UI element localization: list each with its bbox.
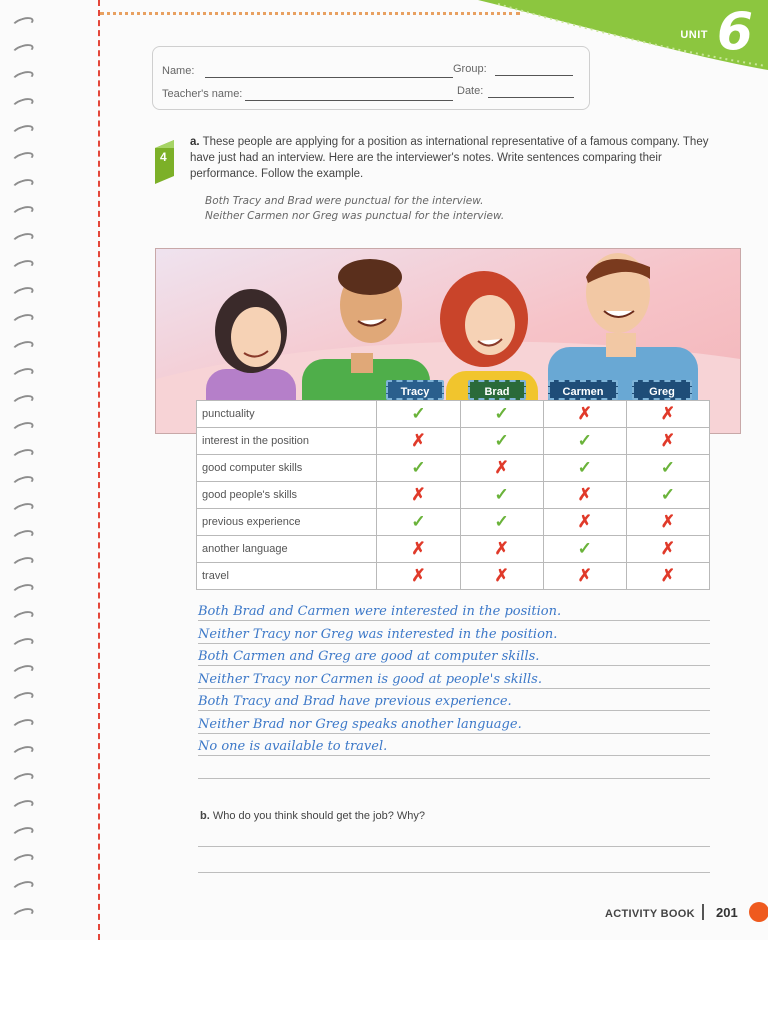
part-b-answer-line[interactable] [198, 872, 710, 873]
criterion-label: good computer skills [197, 455, 377, 482]
cross-mark-icon: ✗ [377, 428, 460, 455]
cross-mark-icon: ✗ [626, 428, 709, 455]
spiral-ring [11, 906, 35, 922]
check-mark-icon: ✓ [460, 401, 543, 428]
spiral-ring [11, 150, 35, 166]
teacher-label: Teacher's name: [162, 88, 243, 100]
cross-mark-icon: ✗ [460, 563, 543, 590]
spiral-ring [11, 555, 35, 571]
spiral-ring [11, 123, 35, 139]
spiral-ring [11, 771, 35, 787]
handwritten-answer: Both Brad and Carmen were interested in the position. [198, 604, 562, 619]
spiral-binding [12, 18, 38, 938]
cross-mark-icon: ✗ [460, 536, 543, 563]
spiral-ring [11, 528, 35, 544]
tag-greg: Greg [632, 380, 692, 400]
page-number: 201 [716, 905, 738, 920]
criterion-label: punctuality [197, 401, 377, 428]
part-b-letter: b. [200, 810, 210, 822]
handwritten-answer: Both Tracy and Brad have previous experience. [198, 694, 512, 709]
spiral-ring [11, 339, 35, 355]
spiral-ring [11, 177, 35, 193]
spiral-ring [11, 663, 35, 679]
spiral-ring [11, 96, 35, 112]
handwritten-answer: Neither Tracy nor Greg was interested in the position. [198, 626, 558, 642]
cross-mark-icon: ✗ [543, 509, 626, 536]
answer-writing-line[interactable] [198, 733, 710, 734]
tag-brad: Brad [468, 380, 526, 400]
example-line: Neither Carmen nor Greg was punctual for the interview. [205, 210, 505, 222]
handwritten-answer: Neither Tracy nor Carmen is good at people's skills. [198, 671, 542, 687]
part-b-answer-line[interactable] [198, 846, 710, 847]
spiral-ring [11, 852, 35, 868]
check-mark-icon: ✓ [377, 509, 460, 536]
cross-mark-icon: ✗ [543, 563, 626, 590]
check-mark-icon: ✓ [543, 428, 626, 455]
answer-writing-line[interactable] [198, 755, 710, 756]
footer-divider [702, 904, 704, 920]
spiral-ring [11, 690, 35, 706]
spiral-ring [11, 474, 35, 490]
criterion-label: interest in the position [197, 428, 377, 455]
cross-mark-icon: ✗ [626, 563, 709, 590]
cross-mark-icon: ✗ [626, 509, 709, 536]
table-row [197, 401, 710, 428]
cross-mark-icon: ✗ [377, 482, 460, 509]
cross-mark-icon: ✗ [460, 455, 543, 482]
handwritten-answer: Both Carmen and Greg are good at computer skills. [198, 649, 540, 664]
cross-mark-icon: ✗ [377, 536, 460, 563]
example-sentences [205, 194, 504, 224]
table-row [197, 455, 710, 482]
spiral-ring [11, 636, 35, 652]
spiral-ring [11, 582, 35, 598]
spiral-ring [11, 258, 35, 274]
cross-mark-icon: ✗ [626, 536, 709, 563]
spiral-ring [11, 447, 35, 463]
spiral-ring [11, 798, 35, 814]
table-row [197, 563, 710, 590]
handwritten-answer: No one is available to travel. [198, 739, 388, 754]
task-number-badge [152, 140, 178, 184]
spiral-ring [11, 42, 35, 58]
spiral-ring [11, 15, 35, 31]
criterion-label: another language [197, 536, 377, 563]
group-field[interactable] [495, 75, 573, 76]
interview-notes-table [196, 400, 710, 590]
spiral-ring [11, 285, 35, 301]
unit-label: UNIT [680, 29, 708, 41]
check-mark-icon: ✓ [460, 482, 543, 509]
spiral-ring [11, 825, 35, 841]
top-dotted-border [100, 12, 520, 15]
example-line: Both Tracy and Brad were punctual for the interview. [205, 195, 484, 207]
spiral-ring [11, 204, 35, 220]
answer-writing-line[interactable] [198, 778, 710, 779]
spiral-ring [11, 69, 35, 85]
criterion-label: previous experience [197, 509, 377, 536]
footer-book-label: ACTIVITY BOOK [605, 908, 695, 920]
criterion-label: travel [197, 563, 377, 590]
name-field[interactable] [205, 77, 453, 78]
student-info-box [152, 46, 590, 110]
criterion-label: good people's skills [197, 482, 377, 509]
date-label: Date: [457, 85, 484, 97]
cross-mark-icon: ✗ [626, 401, 709, 428]
tag-tracy: Tracy [386, 380, 444, 400]
spiral-ring [11, 717, 35, 733]
spiral-ring [11, 393, 35, 409]
spiral-ring [11, 879, 35, 895]
tag-carmen: Carmen [548, 380, 618, 400]
page-corner-dot [749, 902, 768, 922]
spiral-ring [11, 609, 35, 625]
spiral-ring [11, 744, 35, 760]
part-a-letter: a. [190, 136, 200, 148]
group-label: Group: [453, 63, 487, 75]
spiral-ring [11, 366, 35, 382]
part-b-text: Who do you think should get the job? Why? [212, 810, 426, 822]
date-field[interactable] [488, 97, 574, 98]
answer-writing-line[interactable] [198, 665, 710, 666]
cross-mark-icon: ✗ [543, 401, 626, 428]
spiral-ring [11, 231, 35, 247]
table-row [197, 509, 710, 536]
unit-number: 6 [716, 2, 754, 62]
spiral-ring [11, 501, 35, 517]
handwritten-answer: Neither Brad nor Greg speaks another language. [198, 716, 522, 732]
check-mark-icon: ✓ [377, 455, 460, 482]
part-a-instructions [190, 134, 710, 182]
table-row [197, 482, 710, 509]
check-mark-icon: ✓ [377, 401, 460, 428]
table-row [197, 428, 710, 455]
answer-writing-line[interactable] [198, 710, 710, 711]
spiral-ring [11, 420, 35, 436]
part-a-text: These people are applying for a position as international representative of a famous company. They have just had an interview. Here are the interviewer's notes. Write sentences comparing their performance. Follow the example. [190, 136, 709, 180]
check-mark-icon: ✓ [626, 455, 709, 482]
check-mark-icon: ✓ [626, 482, 709, 509]
task-number: 4 [160, 150, 167, 164]
check-mark-icon: ✓ [460, 509, 543, 536]
check-mark-icon: ✓ [543, 455, 626, 482]
part-b-question [200, 810, 425, 822]
name-label: Name: [162, 65, 195, 77]
answer-writing-line[interactable] [198, 688, 710, 689]
teacher-field[interactable] [245, 100, 453, 101]
check-mark-icon: ✓ [543, 536, 626, 563]
spiral-ring [11, 312, 35, 328]
answer-writing-line[interactable] [198, 643, 710, 644]
margin-line [98, 0, 100, 940]
answer-writing-line[interactable] [198, 620, 710, 621]
cross-mark-icon: ✗ [377, 563, 460, 590]
cross-mark-icon: ✗ [543, 482, 626, 509]
check-mark-icon: ✓ [460, 428, 543, 455]
table-row [197, 536, 710, 563]
